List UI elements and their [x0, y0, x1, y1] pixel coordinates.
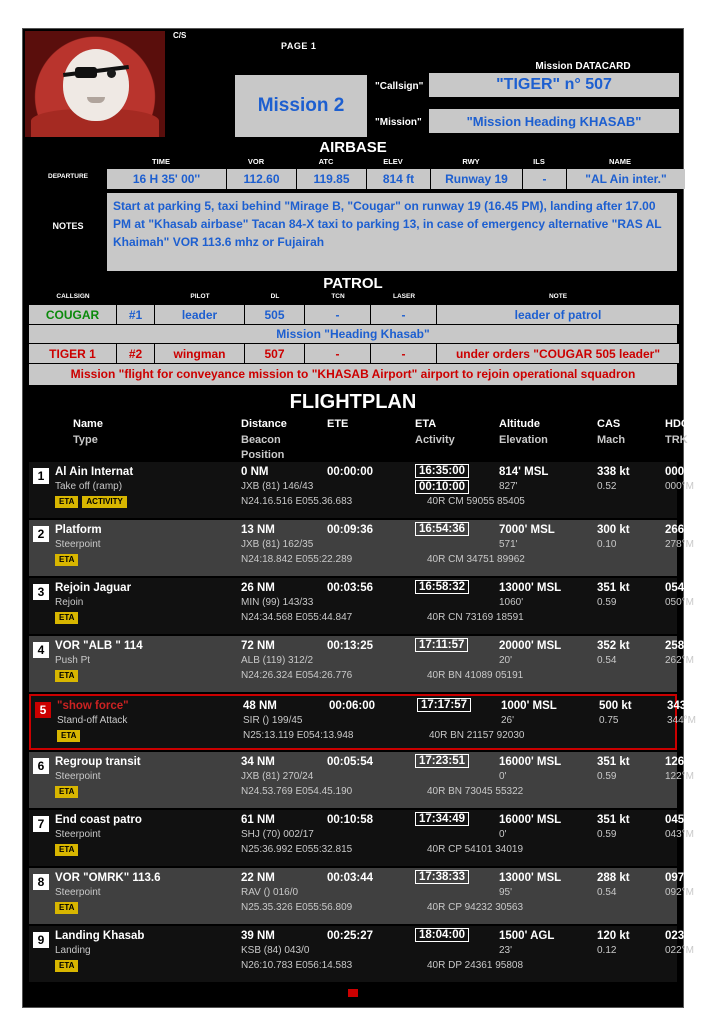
table-row[interactable]	[29, 578, 699, 634]
waypoint-mach: 0.54	[597, 887, 617, 898]
waypoint-eta: 17:34:49	[415, 812, 469, 826]
waypoint-beacon: SIR () 199/45	[243, 715, 303, 726]
waypoint-position-grid: 40R BN 73045 55322	[427, 786, 524, 797]
waypoint-position-grid: 40R DP 24361 95808	[427, 960, 524, 971]
waypoint-distance: 13 NM	[241, 524, 275, 536]
waypoint-name: End coast patro	[55, 814, 142, 826]
waypoint-mach: 0.54	[597, 655, 617, 666]
waypoint-position-grid: 40R CN 73169 18591	[427, 612, 524, 623]
waypoint-position: N25:13.119 E054:13.948	[243, 730, 354, 741]
patrol-pilot-2: wingman	[155, 344, 245, 363]
fp-col-beacon: Beacon	[241, 434, 281, 446]
waypoint-position: N25.35.326 E055:56.809	[241, 902, 353, 913]
callsign-label: "Callsign"	[375, 81, 424, 92]
table-row[interactable]	[29, 694, 701, 750]
waypoint-activity: 00:10:00	[415, 480, 469, 494]
waypoint-trk: 344°M	[667, 715, 697, 726]
waypoint-distance: 72 NM	[241, 640, 275, 652]
patrol-note-2: under orders "COUGAR 505 leader"	[437, 344, 679, 363]
airbase-rwy-value: Runway 19	[431, 169, 523, 189]
mission-number-text: Mission 2	[257, 95, 345, 116]
waypoint-distance: 61 NM	[241, 814, 275, 826]
waypoint-distance: 26 NM	[241, 582, 275, 594]
fp-col-type: Type	[73, 434, 98, 446]
table-row[interactable]	[29, 810, 699, 866]
waypoint-elevation: 1060'	[499, 597, 524, 608]
airbase-col-vor: VOR	[247, 157, 265, 166]
waypoint-hdg: 054°M	[665, 582, 699, 594]
waypoint-cas: 500 kt	[599, 700, 632, 712]
waypoint-hdg: 000°M	[665, 466, 699, 478]
tag-eta: ETA	[55, 960, 78, 972]
patrol-laser-2: -	[371, 344, 437, 363]
waypoint-number: 5	[35, 702, 51, 718]
fp-col-eta: ETA	[415, 418, 437, 430]
waypoint-tags	[55, 902, 78, 914]
waypoint-name: Rejoin Jaguar	[55, 582, 132, 594]
waypoint-distance: 0 NM	[241, 466, 269, 478]
callsign-value: "TIGER" n° 507	[429, 73, 679, 97]
waypoint-altitude: 13000' MSL	[499, 582, 562, 594]
waypoint-hdg: 126°M	[665, 756, 699, 768]
waypoint-elevation: 20'	[499, 655, 513, 666]
waypoint-elevation: 571'	[499, 539, 518, 550]
waypoint-trk: 262°M	[665, 655, 695, 666]
patrol-row-tiger	[29, 344, 677, 363]
airbase-atc-value: 119.85	[297, 169, 367, 189]
waypoint-number: 4	[33, 642, 49, 658]
patrol-note-1: leader of patrol	[437, 305, 679, 324]
waypoint-eta: 16:54:36	[415, 522, 469, 536]
tag-eta: ETA	[55, 496, 78, 508]
waypoint-beacon: ALB (119) 312/2	[241, 655, 314, 666]
waypoint-ete: 00:09:36	[327, 524, 374, 536]
waypoint-beacon: KSB (84) 043/0	[241, 945, 310, 956]
page-number-label: PAGE 1	[281, 41, 317, 51]
patrol-callsign-1: COUGAR	[29, 305, 117, 324]
waypoint-mach: 0.59	[597, 829, 617, 840]
waypoint-position: N24.16.516 E055.36.683	[241, 496, 353, 507]
waypoint-mach: 0.12	[597, 945, 617, 956]
fp-col-ete: ETE	[327, 418, 349, 430]
waypoint-eta: 17:11:57	[415, 638, 468, 652]
fp-col-name: Name	[73, 418, 103, 430]
waypoint-position: N25:36.992 E055:32.815	[241, 844, 353, 855]
table-row[interactable]	[29, 520, 699, 576]
waypoint-number: 8	[33, 874, 49, 890]
tag-eta: ETA	[55, 844, 78, 856]
waypoint-name: VOR "ALB " 114	[55, 640, 143, 652]
waypoint-elevation: 95'	[499, 887, 513, 898]
waypoint-number: 9	[33, 932, 49, 948]
waypoint-trk: 050°M	[665, 597, 695, 608]
waypoint-mach: 0.59	[597, 771, 617, 782]
waypoint-number: 7	[33, 816, 49, 832]
waypoint-cas: 120 kt	[597, 930, 630, 942]
waypoint-tags	[55, 960, 78, 972]
waypoint-mach: 0.52	[597, 481, 617, 492]
patrol-mission-heading: Mission "Heading Khasab"	[29, 325, 677, 343]
waypoint-ete: 00:03:56	[327, 582, 374, 594]
waypoint-ete: 00:00:00	[327, 466, 374, 478]
waypoint-ete: 00:03:44	[327, 872, 374, 884]
waypoint-mach: 0.75	[599, 715, 619, 726]
waypoint-altitude: 20000' MSL	[499, 640, 562, 652]
waypoint-name: "show force"	[57, 700, 129, 712]
waypoint-ete: 00:06:00	[329, 700, 376, 712]
waypoint-trk: 022°M	[665, 945, 695, 956]
waypoint-position: N24.53.769 E054.45.190	[241, 786, 353, 797]
waypoint-number: 2	[33, 526, 49, 542]
patrol-number-1: #1	[117, 305, 155, 324]
waypoint-cas: 352 kt	[597, 640, 630, 652]
waypoint-trk: 000°M	[665, 481, 695, 492]
tag-eta: ETA	[55, 670, 78, 682]
airbase-col-ils: ILS	[533, 157, 545, 166]
waypoint-altitude: 1500' AGL	[499, 930, 555, 942]
patrol-column-headers	[23, 293, 683, 305]
waypoint-type: Steerpoint	[55, 539, 101, 550]
waypoint-position-grid: 40R CP 94232 30563	[427, 902, 524, 913]
tag-eta: ETA	[55, 554, 78, 566]
waypoint-name: Platform	[55, 524, 102, 536]
notes-text: Start at parking 5, taxi behind "Mirage B, "Cougar" on runway 19 (16.45 PM), landing after 17.00 PM at "Khasab airbase" Tacan 84-X taxi to parking 13, in case of emergency alternative "RAS AL Khaimah" VOR 113.6 mhz or Fujairah	[107, 193, 677, 271]
waypoint-cas: 351 kt	[597, 814, 630, 826]
waypoint-hdg: 266°M	[665, 524, 699, 536]
waypoint-eta: 17:38:33	[415, 870, 469, 884]
waypoint-position-grid: 40R BN 41089 05191	[427, 670, 524, 681]
tag-eta: ETA	[55, 786, 78, 798]
waypoint-type: Steerpoint	[55, 887, 101, 898]
waypoint-trk: 092°M	[665, 887, 695, 898]
waypoint-number: 3	[33, 584, 49, 600]
fp-col-position: Position	[241, 449, 285, 461]
airbase-row-label: DEPARTURE	[48, 173, 88, 180]
waypoint-eta: 16:35:00	[415, 464, 469, 478]
waypoint-elevation: 26'	[501, 715, 515, 726]
airbase-departure-row	[29, 169, 677, 189]
mission-value: "Mission Heading KHASAB"	[429, 109, 679, 133]
waypoint-altitude: 16000' MSL	[499, 814, 562, 826]
patrol-col-note: NOTE	[548, 293, 568, 300]
waypoint-altitude: 13000' MSL	[499, 872, 562, 884]
waypoint-ete: 00:10:58	[327, 814, 374, 826]
waypoint-trk: 278°M	[665, 539, 695, 550]
airbase-elev-value: 814 ft	[367, 169, 431, 189]
waypoint-distance: 39 NM	[241, 930, 275, 942]
waypoint-distance: 22 NM	[241, 872, 275, 884]
patrol-section-title: PATROL	[323, 275, 383, 292]
table-row[interactable]	[29, 868, 699, 924]
waypoint-beacon: RAV () 016/0	[241, 887, 299, 898]
waypoint-altitude: 16000' MSL	[499, 756, 562, 768]
waypoint-position: N24:26.324 E054:26.776	[241, 670, 353, 681]
patrol-number-2: #2	[117, 344, 155, 363]
waypoint-tags	[55, 786, 78, 798]
waypoint-distance: 34 NM	[241, 756, 275, 768]
waypoint-mach: 0.59	[597, 597, 617, 608]
airbase-vor-value: 112.60	[227, 169, 297, 189]
table-row[interactable]	[29, 926, 699, 982]
waypoint-tags	[55, 496, 127, 508]
datacard-sheet	[22, 28, 701, 1008]
airbase-col-time: TIME	[152, 157, 170, 166]
waypoint-eta: 18:04:00	[415, 928, 469, 942]
waypoint-elevation: 23'	[499, 945, 513, 956]
waypoint-beacon: MIN (99) 143/33	[241, 597, 314, 608]
tag-eta: ETA	[57, 730, 80, 742]
patrol-col-tcn: TCN	[331, 293, 345, 300]
waypoint-beacon: SHJ (70) 002/17	[241, 829, 314, 840]
card-header	[23, 29, 683, 137]
waypoint-beacon: JXB (81) 270/24	[241, 771, 314, 782]
waypoint-altitude: 814' MSL	[499, 466, 549, 478]
waypoint-altitude: 1000' MSL	[501, 700, 557, 712]
waypoint-eta: 16:58:32	[415, 580, 469, 594]
waypoint-hdg: 097°M	[665, 872, 699, 884]
callsign-abbrev-label: C/S	[173, 31, 187, 40]
waypoint-position-grid: 40R CM 34751 89962	[427, 554, 525, 565]
waypoint-hdg: 045°M	[665, 814, 699, 826]
table-row[interactable]	[29, 462, 699, 518]
airbase-ils-value: -	[523, 169, 567, 189]
mission-label: "Mission"	[375, 117, 422, 128]
airbase-time-value: 16 H 35' 00''	[107, 169, 227, 189]
waypoint-type: Steerpoint	[55, 771, 101, 782]
patrol-col-dl: DL	[270, 293, 280, 300]
datacard-title: Mission DATACARD	[535, 61, 631, 72]
flightplan-title: FLIGHTPLAN	[289, 391, 417, 413]
waypoint-type: Rejoin	[55, 597, 84, 608]
patrol-row-cougar	[29, 305, 677, 324]
waypoint-name: Al Ain Internat	[55, 466, 134, 478]
fp-col-trk: TRK	[665, 434, 688, 446]
waypoint-mach: 0.10	[597, 539, 617, 550]
patrol-dl-2: 507	[245, 344, 305, 363]
waypoint-position: N24:34.568 E055:44.847	[241, 612, 353, 623]
waypoint-type: Take off (ramp)	[55, 481, 123, 492]
airbase-col-name: NAME	[608, 157, 632, 166]
table-row[interactable]	[29, 752, 699, 808]
waypoint-tags	[55, 844, 78, 856]
waypoint-tags	[55, 554, 78, 566]
fp-col-mach: Mach	[597, 434, 626, 446]
waypoint-altitude: 7000' MSL	[499, 524, 555, 536]
squadron-mascot-image	[25, 31, 165, 137]
patrol-col-pilot: PILOT	[190, 293, 210, 300]
patrol-laser-1: -	[371, 305, 437, 324]
fp-col-activity: Activity	[415, 434, 455, 446]
patrol-dl-1: 505	[245, 305, 305, 324]
waypoint-position: N24:18.842 E055:22.289	[241, 554, 353, 565]
airbase-section-title: AIRBASE	[319, 139, 387, 156]
waypoint-name: Landing Khasab	[55, 930, 145, 942]
patrol-pilot-1: leader	[155, 305, 245, 324]
waypoint-cas: 300 kt	[597, 524, 630, 536]
flightplan-column-headers	[29, 418, 690, 462]
waypoint-number: 1	[33, 468, 49, 484]
waypoint-ete: 00:25:27	[327, 930, 374, 942]
table-row[interactable]	[29, 636, 699, 692]
waypoint-eta: 17:17:57	[417, 698, 471, 712]
waypoint-cas: 338 kt	[597, 466, 630, 478]
waypoint-tags	[57, 730, 80, 742]
flightplan-rows	[29, 462, 701, 982]
tag-eta: ETA	[55, 612, 78, 624]
waypoint-trk: 043°M	[665, 829, 695, 840]
waypoint-cas: 351 kt	[597, 756, 630, 768]
patrol-col-callsign: CALLSIGN	[56, 293, 90, 300]
fp-col-altitude: Altitude	[499, 418, 540, 430]
airbase-col-atc: ATC	[318, 157, 334, 166]
waypoint-position-grid: 40R CM 59055 85405	[427, 496, 525, 507]
airbase-column-headers	[23, 157, 683, 169]
patrol-col-laser: LASER	[392, 293, 416, 300]
notes-section	[29, 193, 677, 271]
waypoint-cas: 351 kt	[597, 582, 630, 594]
waypoint-cas: 288 kt	[597, 872, 630, 884]
waypoint-hdg: 343°M	[667, 700, 701, 712]
fp-col-distance: Distance	[241, 418, 287, 430]
waypoint-hdg: 023°M	[665, 930, 699, 942]
waypoint-beacon: JXB (81) 146/43	[241, 481, 314, 492]
patrol-tcn-1: -	[305, 305, 371, 324]
patrol-mission-footer: Mission "flight for conveyance mission to "KHASAB Airport" airport to rejoin operational squadron	[29, 364, 677, 385]
waypoint-tags	[55, 670, 78, 682]
airbase-name-value: "AL Ain inter."	[567, 169, 685, 189]
waypoint-position-grid: 40R CP 54101 34019	[427, 844, 524, 855]
waypoint-position: N26:10.783 E056:14.583	[241, 960, 353, 971]
fp-col-elevation: Elevation	[499, 434, 548, 446]
tag-activity: ACTIVITY	[82, 496, 126, 508]
tag-eta: ETA	[55, 902, 78, 914]
airbase-col-rwy: RWY	[462, 157, 480, 166]
waypoint-hdg: 258°M	[665, 640, 699, 652]
waypoint-beacon: JXB (81) 162/35	[241, 539, 314, 550]
patrol-callsign-2: TIGER 1	[29, 344, 117, 363]
waypoint-elevation: 827'	[499, 481, 518, 492]
waypoint-ete: 00:13:25	[327, 640, 374, 652]
waypoint-type: Steerpoint	[55, 829, 101, 840]
waypoint-elevation: 0'	[499, 829, 507, 840]
waypoint-type: Landing	[55, 945, 91, 956]
waypoint-trk: 122°M	[665, 771, 695, 782]
fp-col-hdg: HDG	[665, 418, 690, 430]
waypoint-ete: 00:05:54	[327, 756, 374, 768]
waypoint-tags	[55, 612, 78, 624]
waypoint-number: 6	[33, 758, 49, 774]
notes-label: NOTES	[52, 221, 84, 231]
waypoint-eta: 17:23:51	[415, 754, 469, 768]
patrol-tcn-2: -	[305, 344, 371, 363]
airbase-col-elev: ELEV	[383, 157, 403, 166]
waypoint-elevation: 0'	[499, 771, 507, 782]
mission-number-box	[235, 75, 367, 137]
fp-col-cas: CAS	[597, 418, 621, 430]
waypoint-position-grid: 40R BN 21157 92030	[429, 730, 525, 741]
page-bottom-marker	[348, 989, 358, 997]
waypoint-type: Stand-off Attack	[57, 715, 128, 726]
waypoint-name: VOR "OMRK" 113.6	[55, 872, 161, 884]
waypoint-type: Push Pt	[55, 655, 91, 666]
waypoint-distance: 48 NM	[243, 700, 277, 712]
waypoint-name: Regroup transit	[55, 756, 141, 768]
